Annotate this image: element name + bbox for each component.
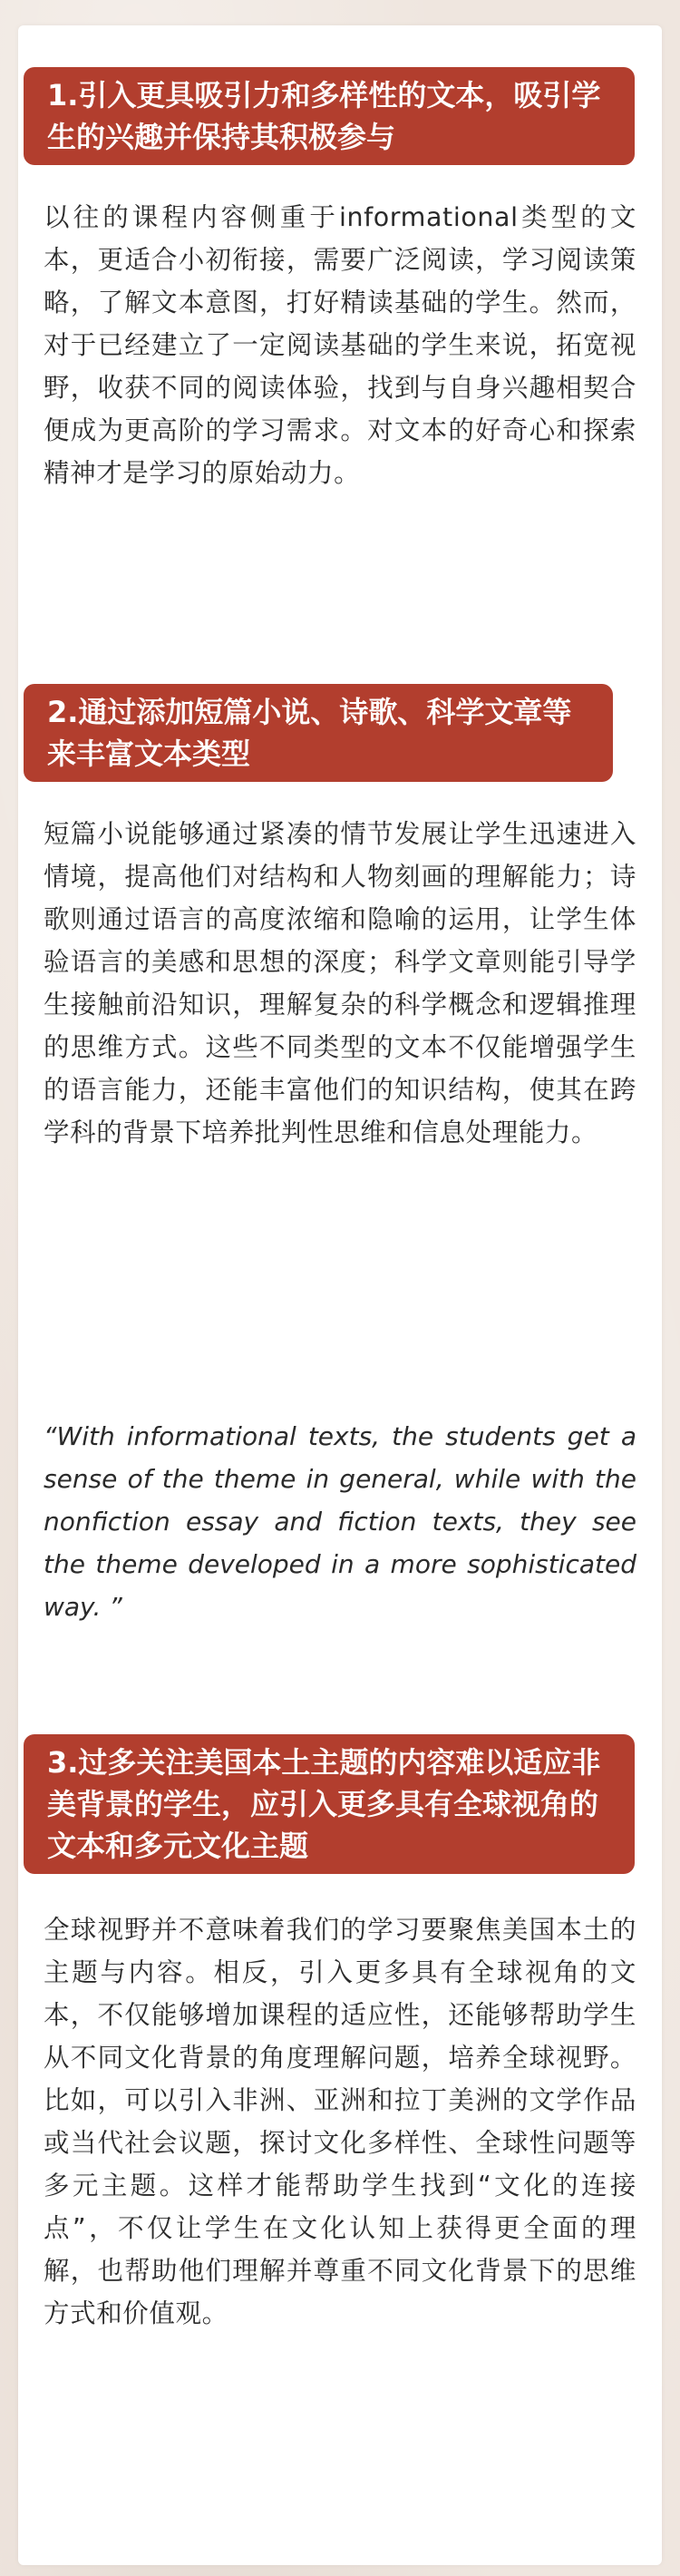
section-2-heading: 2.通过添加短篇小说、诗歌、科学文章等来丰富文本类型 (24, 684, 613, 782)
section-1-body: 以往的课程内容侧重于informational类型的文本，更适合小初衔接，需要广泛阅读，学习阅读策略，了解文本意图，打好精读基础的学生。然而，对于已经建立了一定阅读基础的学生来说，拓宽视野，收获不同的阅读体验，找到与自身兴趣相契合便成为更高阶的学习需求。对文本的好奇心和探索精神才是学习的原始动力。 (44, 202, 636, 488)
section-3-heading: 3.过多关注美国本土主题的内容难以适应非美背景的学生，应引入更多具有全球视角的文本和多元文化主题 (24, 1734, 635, 1874)
section-3-body: 全球视野并不意味着我们的学习要聚焦美国本土的主题与内容。相反，引入更多具有全球视角的文本，不仅能够增加课程的适应性，还能够帮助学生从不同文化背景的角度理解问题，培养全球视野。比如，可以引入非洲、亚洲和拉丁美洲的文学作品或当代社会议题，探讨文化多样性、全球性问题等多元主题。这样才能帮助学生找到“文化的连接点”，不仅让学生在文化认知上获得更全面的理解，也帮助他们理解并尊重不同文化背景下的思维方式和价值观。 (44, 1915, 636, 2328)
section-1-heading: 1.引入更具吸引力和多样性的文本，吸引学生的兴趣并保持其积极参与 (24, 67, 635, 165)
section-2-body: 短篇小说能够通过紧凑的情节发展让学生迅速进入情境，提高他们对结构和人物刻画的理解能力；诗歌则通过语言的高度浓缩和隐喻的运用，让学生体验语言的美感和思想的深度；科学文章则能引导学生接触前沿知识，理解复杂的科学概念和逻辑推理的思维方式。这些不同类型的文本不仅能增强学生的语言能力，还能丰富他们的知识结构，使其在跨学科的背景下培养批判性思维和信息处理能力。 (44, 819, 636, 1147)
section-2-quote: “With informational texts, the students get a sense of the theme in general, while with the nonfiction essay and fiction texts, they see the theme developed in a more sophisticated way. ” (44, 1421, 636, 1622)
